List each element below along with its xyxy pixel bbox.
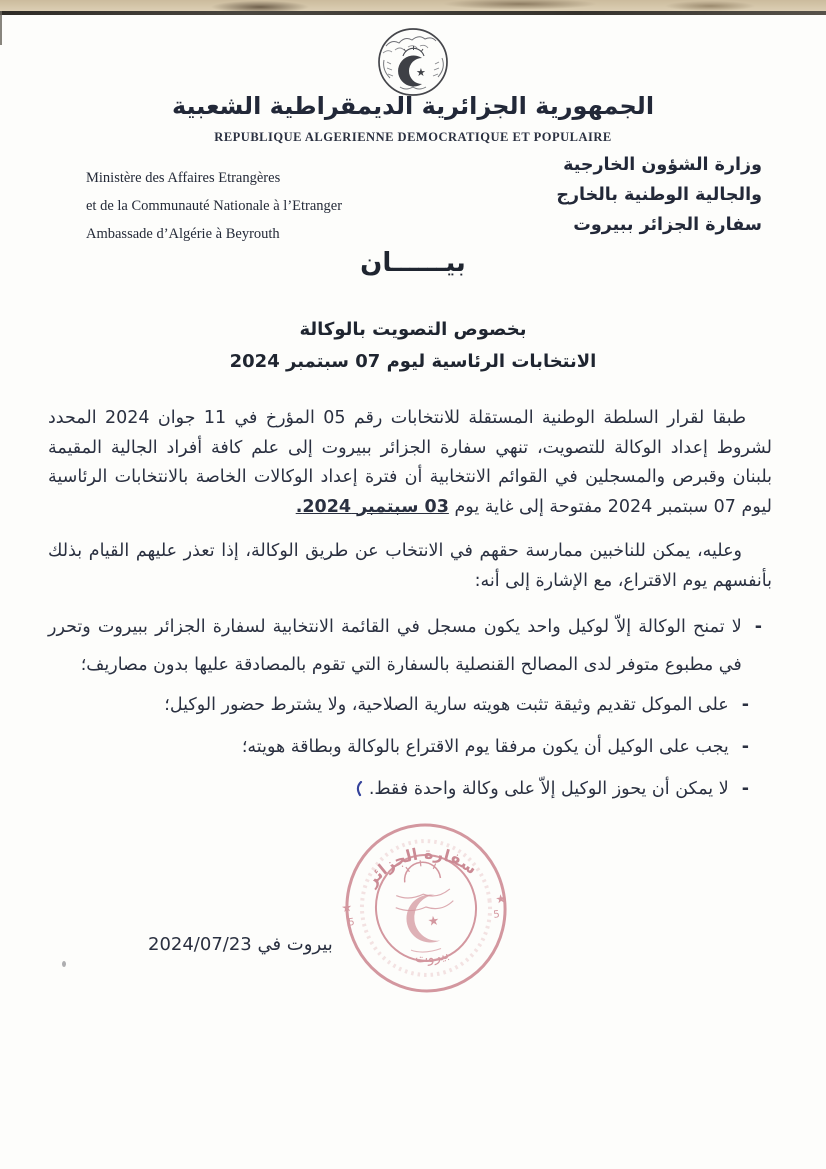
stamp-number-left: 5 — [347, 916, 356, 929]
subject-line2: الانتخابات الرئاسية ليوم 07 سبتمبر 2024 — [229, 351, 597, 372]
republic-title-arabic: الجمهورية الجزائرية الديمقراطية الشعبية — [171, 92, 655, 120]
blue-pen-mark-icon — [354, 781, 364, 797]
stamp-bottom-text: بيروت — [414, 946, 452, 967]
ministry-block-arabic — [512, 150, 762, 240]
ministry-ar-line3: سفارة الجزائر ببيروت — [573, 215, 762, 235]
scan-speck — [62, 961, 66, 967]
ministry-ar-line2: والجالية الوطنية بالخارج — [556, 185, 762, 205]
date-line: بيروت في 2024/07/23 — [148, 934, 333, 955]
paragraph-2: وعليه، يمكن للناخبين ممارسة حقهم في الانتخاب عن طريق الوكالة، إذا تعذر عليهم القيام بذلك بأنفسهم يوم الاقتراع، مع الإشارة إلى أنه: — [48, 541, 772, 591]
bullet-text: على الموكل تقديم وثيقة تثبت هويته سارية الصلاحية، ولا يشترط حضور الوكيل؛ — [164, 695, 729, 715]
communique-subject — [0, 314, 826, 378]
svg-text:بيروت — [413, 946, 452, 969]
stamp-number-right: 5 — [492, 909, 501, 921]
bullet-item — [48, 608, 762, 684]
scan-left-edge — [0, 11, 2, 45]
bullet-list — [48, 608, 762, 817]
scan-top-edge — [0, 0, 826, 11]
bullet-dash: - — [741, 737, 749, 757]
stamp-top-text: سفارة الجزائر — [361, 843, 481, 890]
scan-top-edge-line — [0, 11, 826, 15]
bullet-item — [48, 691, 762, 720]
subject-line1: بخصوص التصويت بالوكالة — [299, 319, 527, 340]
ministry-fr-line3: Ambassade d’Algérie à Beyrouth — [86, 226, 280, 242]
algeria-national-emblem-icon — [369, 26, 457, 98]
bullet-item — [48, 733, 762, 762]
paragraph-1-lead: طبقا لقرار السلطة الوطنية المستقلة للانتخابات رقم 05 المؤرخ في 11 جوان 2024 المحدد لشروط إعداد الوكالة للتصويت، تنهي سفارة الجزائر ببيروت إلى علم كافة أفراد الجالية المقيمة بلبنان وقبرص والمسجلين في القوائم الانتخابية أن فترة إعداد الوكالات الخاصة بالانتخابات الرئاسية ليوم 07 سبتمبر 2024 مفتوحة إلى غاية يوم — [48, 408, 772, 517]
bullet-text: لا تمنح الوكالة إلاّ لوكيل واحد يكون مسجل في القائمة الانتخابية لسفارة الجزائر ببيروت وتحرر في مطبوع متوفر لدى المصالح القنصلية بالسفارة التي تقوم بالمصادقة عليها بدون مصاريف؛ — [48, 617, 742, 675]
bullet-text: يجب على الوكيل أن يكون مرفقا يوم الاقتراع بالوكالة وبطاقة هويته؛ — [241, 737, 729, 757]
bullet-item — [48, 775, 762, 804]
bullet-text: لا يمكن أن يحوز الوكيل إلاّ على وكالة واحدة فقط. — [349, 775, 729, 804]
bullet-dash: - — [741, 779, 749, 799]
ministry-fr-line1: Ministère des Affaires Etrangères — [86, 170, 281, 186]
svg-text:★: ★ — [416, 66, 426, 79]
communique-title: بيــــــان — [360, 248, 466, 278]
ministry-ar-line1: وزارة الشؤون الخارجية — [563, 155, 762, 175]
embassy-round-stamp-icon — [336, 820, 516, 996]
republic-title-french: REPUBLIQUE ALGERIENNE DEMOCRATIQUE ET POPULAIRE — [214, 130, 612, 144]
ministry-block-french — [86, 164, 406, 248]
stamp-star-right: ★ — [494, 891, 508, 907]
paragraph-1 — [48, 404, 772, 522]
bullet-dash: - — [741, 695, 749, 715]
ministry-fr-line2: et de la Communauté Nationale à l’Etranger — [86, 198, 343, 214]
paragraph-1-deadline: 03 سبتمبر 2024. — [295, 496, 449, 517]
stamp-star-left: ★ — [340, 900, 353, 916]
svg-text:★: ★ — [426, 913, 441, 930]
bullet-dash: - — [754, 617, 762, 637]
